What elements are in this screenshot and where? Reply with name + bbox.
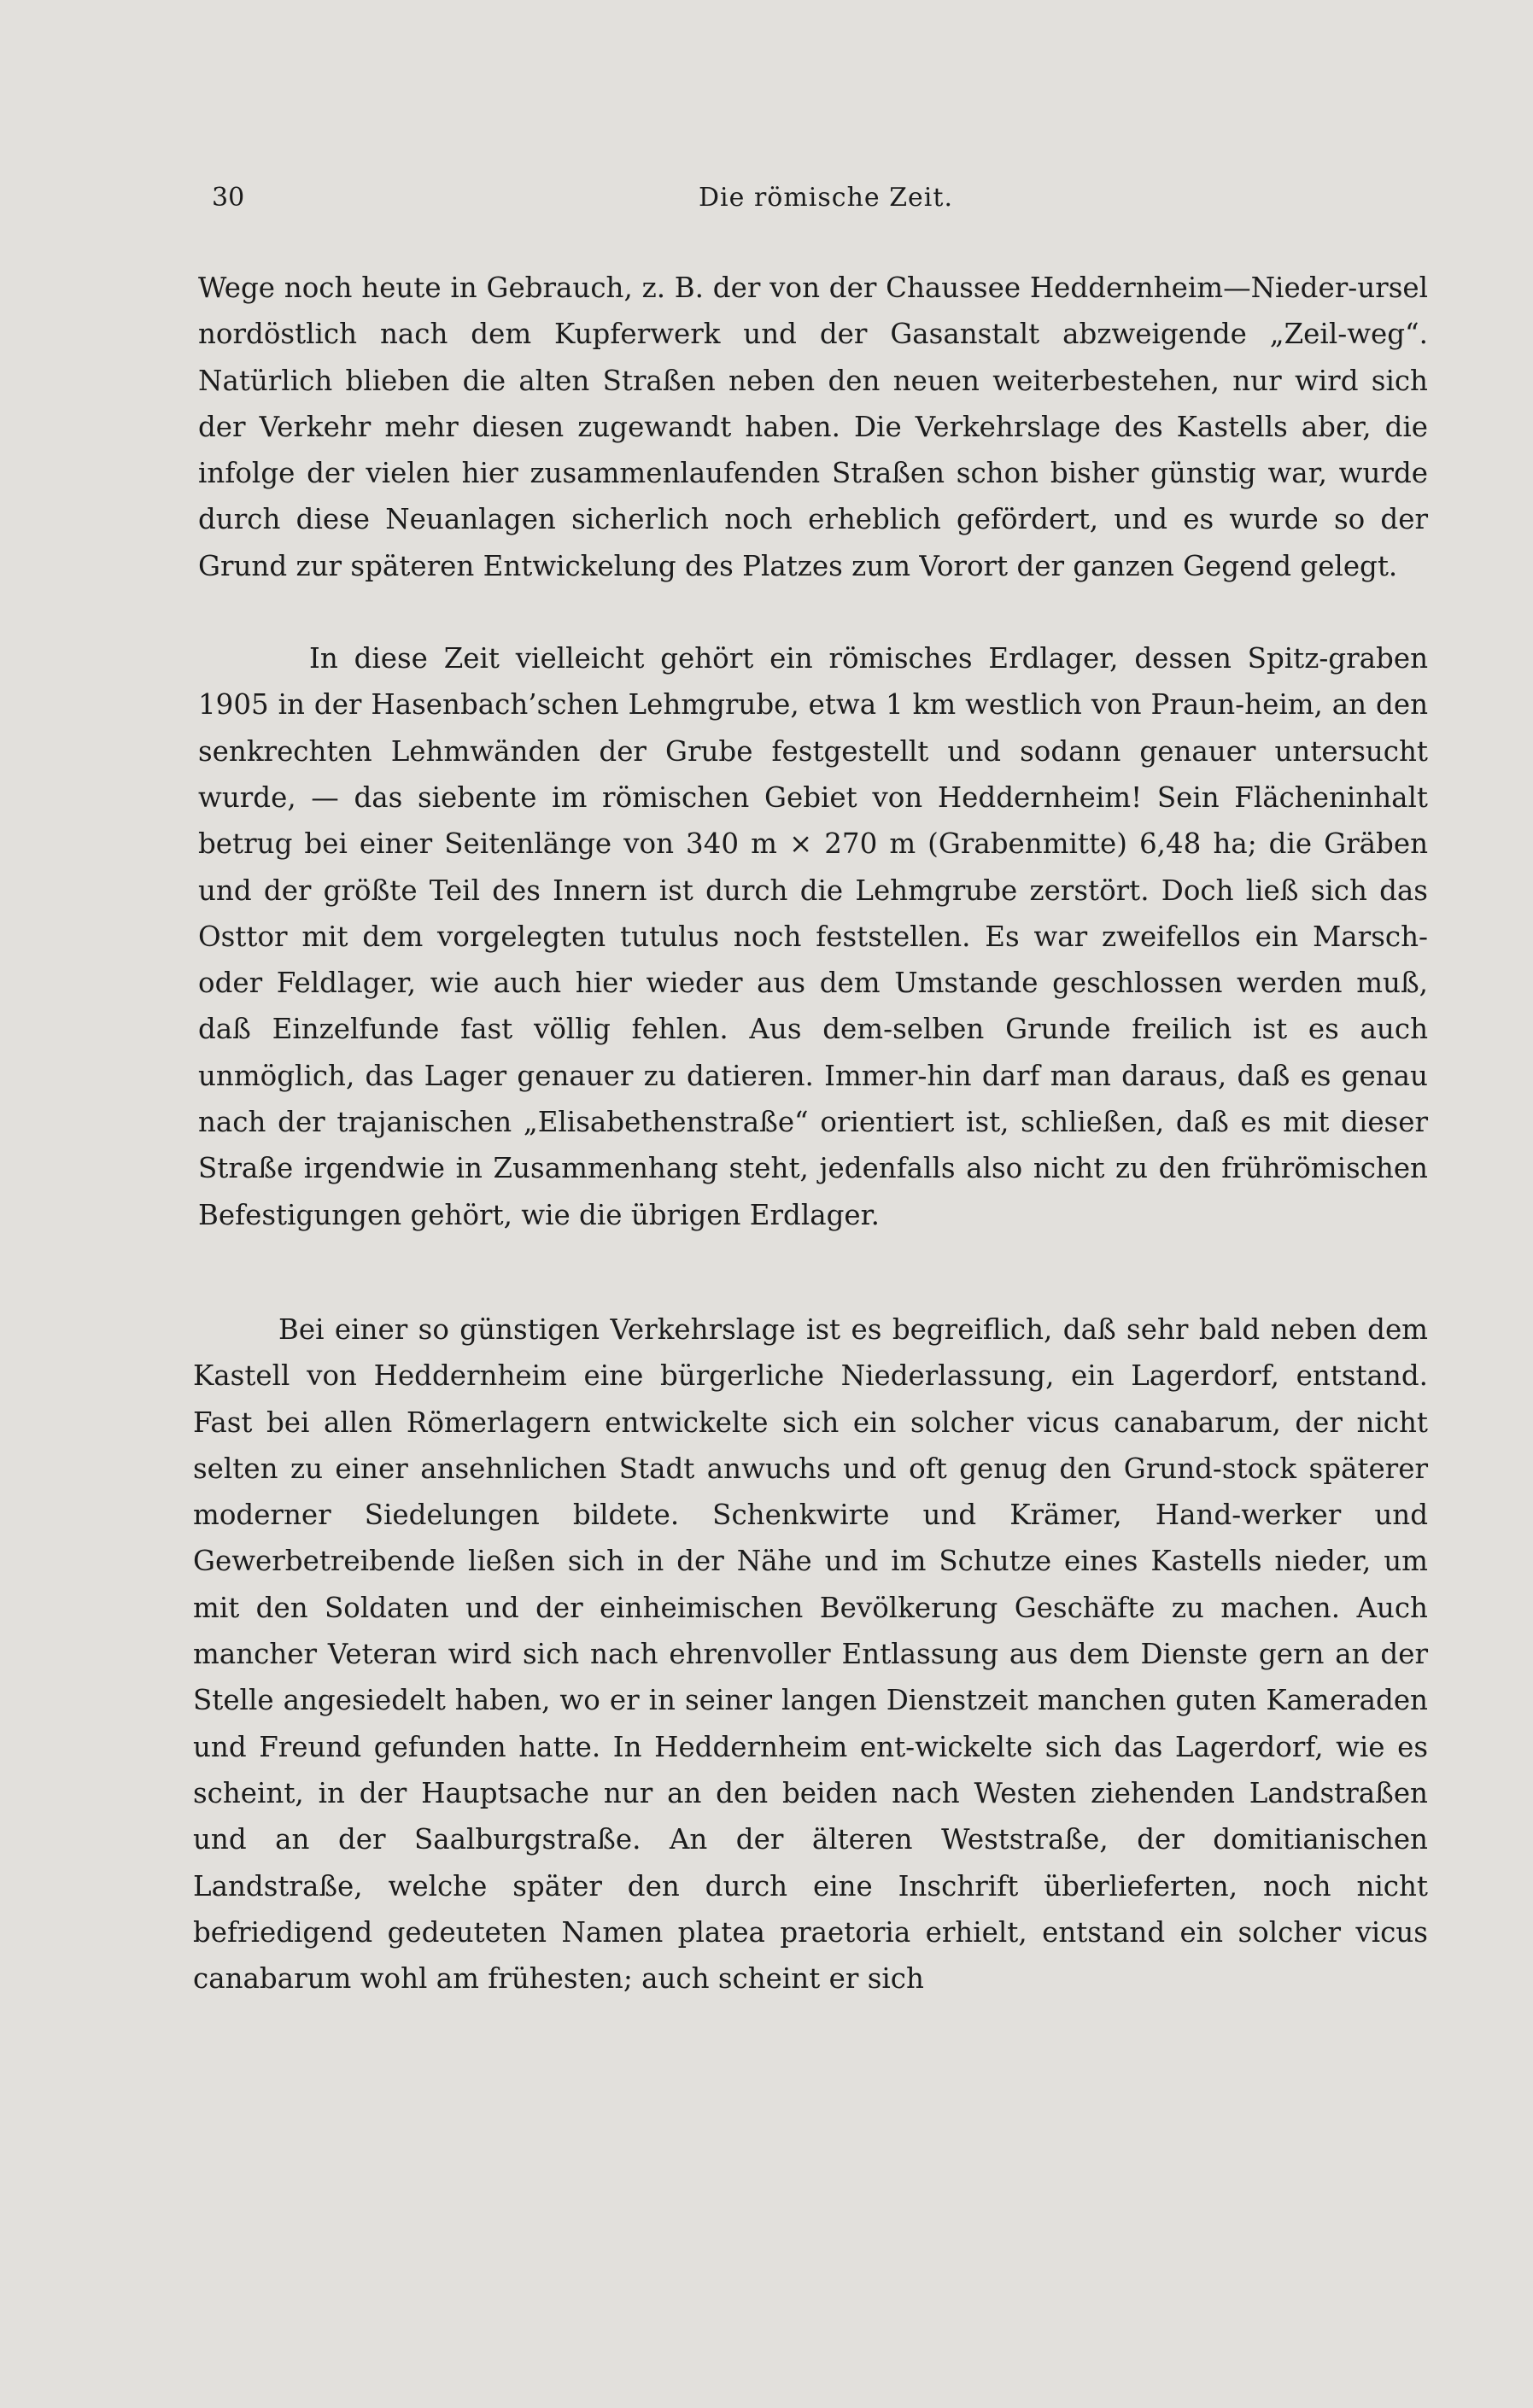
- paragraph-2: In diese Zeit vielleicht gehört ein römisches Erdlager, dessen Spitz-graben 1905 in der Hasenbach’schen Lehmgrube, etwa 1 km westlich von Praun-heim, an den senkrechten Lehmwänden der Grube festgestellt und sodann genauer untersucht wurde, — das siebente im römischen Gebiet von Heddernheim! Sein Flächeninhalt betrug bei einer Seitenlänge von 340 m × 270 m (Grabenmitte) 6,48 ha; die Gräben und der größte Teil des Innern ist durch die Lehmgrube zerstört. Doch ließ sich das Osttor mit dem vorgelegten tutulus noch feststellen. Es war zweifellos ein Marsch- oder Feldlager, wie auch hier wieder aus dem Umstande geschlossen werden muß, daß Einzelfunde fast völlig fehlen. Aus dem-selben Grunde freilich ist es auch unmöglich, das Lager genauer zu datieren. Immer-hin darf man daraus, daß es genau nach der trajanischen „Elisabethenstraße“ orientiert ist, schließen, daß es mit dieser Straße irgendwie in Zusammenhang steht, jedenfalls also nicht zu den frührömischen Befestigungen gehört, wie die übrigen Erdlager.: [198, 642, 1428, 1231]
- paragraph-1: Wege noch heute in Gebrauch, z. B. der von der Chaussee Heddernheim—Nieder-ursel nordöstlich nach dem Kupferwerk und der Gasanstalt abzweigende „Zeil-weg“. Natürlich blieben die alten Straßen neben den neuen weiterbestehen, nur wird sich der Verkehr mehr diesen zugewandt haben. Die Verkehrslage des Kastells aber, die infolge der vielen hier zusammenlaufenden Straßen schon bisher günstig war, wurde durch diese Neuanlagen sicherlich noch erheblich gefördert, und es wurde so der Grund zur späteren Entwickelung des Platzes zum Vorort der ganzen Gegend gelegt.: [198, 272, 1428, 582]
- paragraph-3: Bei einer so günstigen Verkehrslage ist es begreiflich, daß sehr bald neben dem Kastell von Heddernheim eine bürgerliche Niederlassung, ein Lagerdorf, entstand. Fast bei allen Römerlagern entwickelte sich ein solcher vicus canabarum, der nicht selten zu einer ansehnlichen Stadt anwuchs und oft genug den Grund-stock späterer moderner Siedelungen bildete. Schenkwirte und Krämer, Hand-werker und Gewerbetreibende ließen sich in der Nähe und im Schutze eines Kastells nieder, um mit den Soldaten und der einheimischen Bevölkerung Geschäfte zu machen. Auch mancher Veteran wird sich nach ehrenvoller Entlassung aus dem Dienste gern an der Stelle angesiedelt haben, wo er in seiner langen Dienstzeit manchen guten Kameraden und Freund gefunden hatte. In Heddernheim ent-wickelte sich das Lagerdorf, wie es scheint, in der Hauptsache nur an den beiden nach Westen ziehenden Landstraßen und an der Saalburgstraße. An der älteren Weststraße, der domitianischen Landstraße, welche später den durch eine Inschrift überlieferten, noch nicht befriedigend gedeuteten Namen platea praetoria erhielt, entstand ein solcher vicus canabarum wohl am frühesten; auch scheint er sich: [193, 1312, 1428, 1996]
- running-title: Die römische Zeit.: [699, 183, 953, 213]
- page-body: [193, 265, 1428, 2002]
- page-number: 30: [212, 183, 245, 213]
- page-header: [212, 183, 1425, 227]
